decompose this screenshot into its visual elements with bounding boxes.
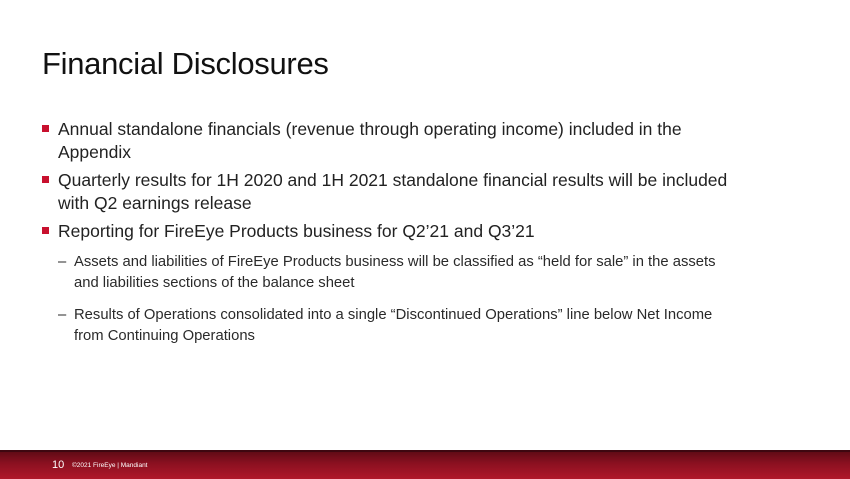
- slide-title: Financial Disclosures: [42, 46, 329, 81]
- bullet-list: [42, 118, 742, 358]
- bullet-item: [42, 169, 742, 215]
- sub-bullet-text: Assets and liabilities of FireEye Products business will be classified as “held for sale” in the assets and liabilities sections of the balance sheet: [74, 254, 716, 291]
- dash-marker: –: [58, 254, 67, 270]
- footer-stripe: [0, 450, 850, 452]
- bullet-item: [42, 220, 742, 243]
- bullet-text: Annual standalone financials (revenue through operating income) included in the Appendix: [58, 119, 682, 162]
- red-square-bullet-icon: [42, 125, 49, 132]
- sub-bullet-text: Results of Operations consolidated into a single “Discontinued Operations” line below Net Income from Continuing Operations: [74, 307, 713, 344]
- dash-marker: –: [58, 307, 67, 323]
- red-square-bullet-icon: [42, 176, 49, 183]
- bullet-item: [42, 118, 742, 164]
- red-square-bullet-icon: [42, 227, 49, 234]
- bullet-text: Quarterly results for 1H 2020 and 1H 2021 standalone financial results will be included with Q2 earnings release: [58, 170, 728, 213]
- sub-bullet-item: [58, 252, 742, 294]
- page-number: 10: [52, 459, 65, 471]
- bullet-text: Reporting for FireEye Products business for Q2’21 and Q3’21: [58, 221, 535, 241]
- footer-bar: [0, 450, 850, 479]
- sub-bullet-item: [58, 305, 742, 347]
- copyright-text: ©2021 FireEye | Mandiant: [72, 462, 148, 469]
- sub-bullet-list: [42, 252, 742, 347]
